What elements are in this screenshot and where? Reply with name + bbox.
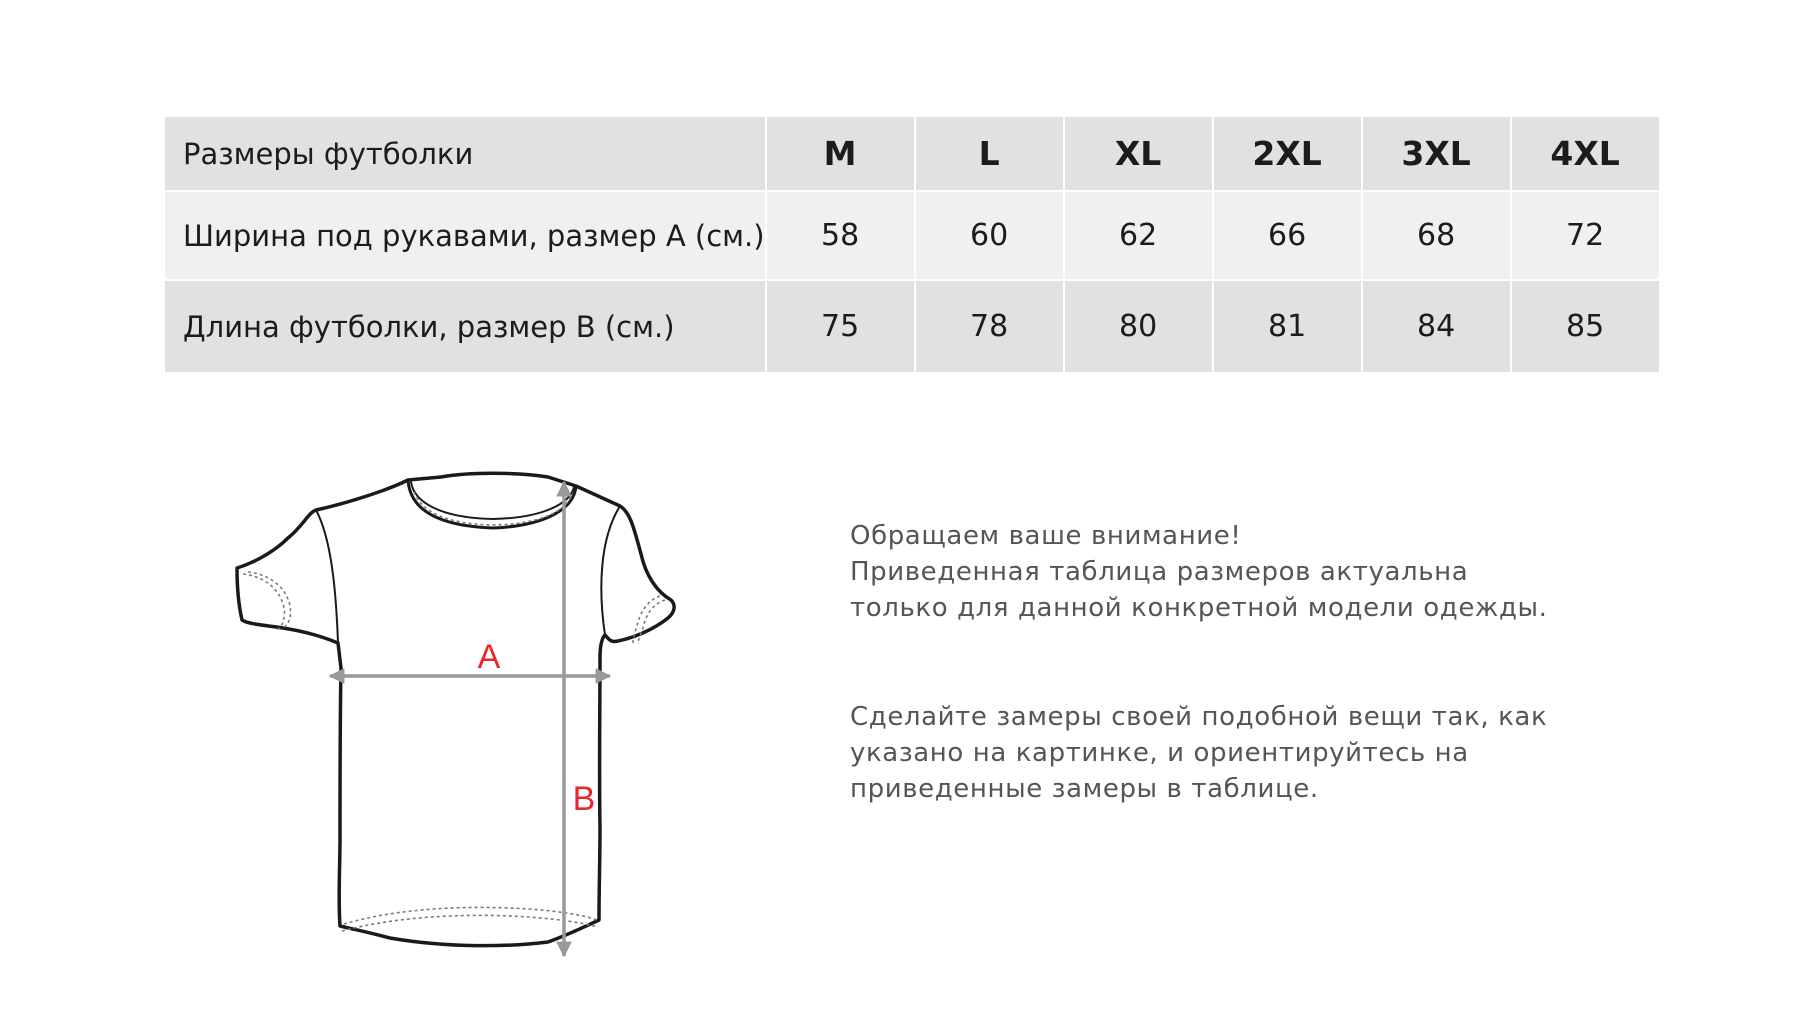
size-3xl-header: 3XL: [1362, 117, 1511, 191]
length-value-2xl: 81: [1213, 280, 1362, 372]
length-value-xl: 80: [1064, 280, 1213, 372]
width-value-2xl: 66: [1213, 191, 1362, 280]
size-l-header: L: [915, 117, 1064, 191]
length-value-l: 78: [915, 280, 1064, 372]
instruction-line-1: Сделайте замеры своей подобной вещи так, как: [850, 702, 1548, 732]
width-value-3xl: 68: [1362, 191, 1511, 280]
length-value-3xl: 84: [1362, 280, 1511, 372]
table-header-label: Размеры футболки: [165, 117, 766, 191]
label-b: B: [572, 780, 596, 818]
width-value-xl: 62: [1064, 191, 1213, 280]
width-row: [165, 191, 1659, 280]
width-value-l: 60: [915, 191, 1064, 280]
tshirt-diagram: [228, 468, 758, 978]
instruction-line-2: указано на картинке, и ориентируйтесь на: [850, 738, 1469, 768]
width-value-4xl: 72: [1511, 191, 1659, 280]
width-value-m: 58: [766, 191, 915, 280]
label-a: A: [477, 638, 501, 676]
size-chart-table: [165, 117, 1659, 372]
attention-line-3: только для данной конкретной модели одежды.: [850, 593, 1548, 623]
instruction-line-3: приведенные замеры в таблице.: [850, 774, 1319, 804]
length-row: [165, 280, 1659, 372]
length-row-label: Длина футболки, размер B (см.): [165, 280, 766, 372]
length-value-4xl: 85: [1511, 280, 1659, 372]
size-m-header: M: [766, 117, 915, 191]
size-2xl-header: 2XL: [1213, 117, 1362, 191]
attention-line-2: Приведенная таблица размеров актуальна: [850, 557, 1469, 587]
size-header-row: [165, 117, 1659, 191]
width-row-label: Ширина под рукавами, размер A (см.): [165, 191, 766, 280]
size-4xl-header: 4XL: [1511, 117, 1659, 191]
instruction-note: [850, 699, 1610, 807]
attention-note: [850, 518, 1610, 626]
length-value-m: 75: [766, 280, 915, 372]
size-xl-header: XL: [1064, 117, 1213, 191]
attention-line-1: Обращаем ваше внимание!: [850, 521, 1242, 551]
tshirt-outline-icon: [237, 473, 674, 945]
